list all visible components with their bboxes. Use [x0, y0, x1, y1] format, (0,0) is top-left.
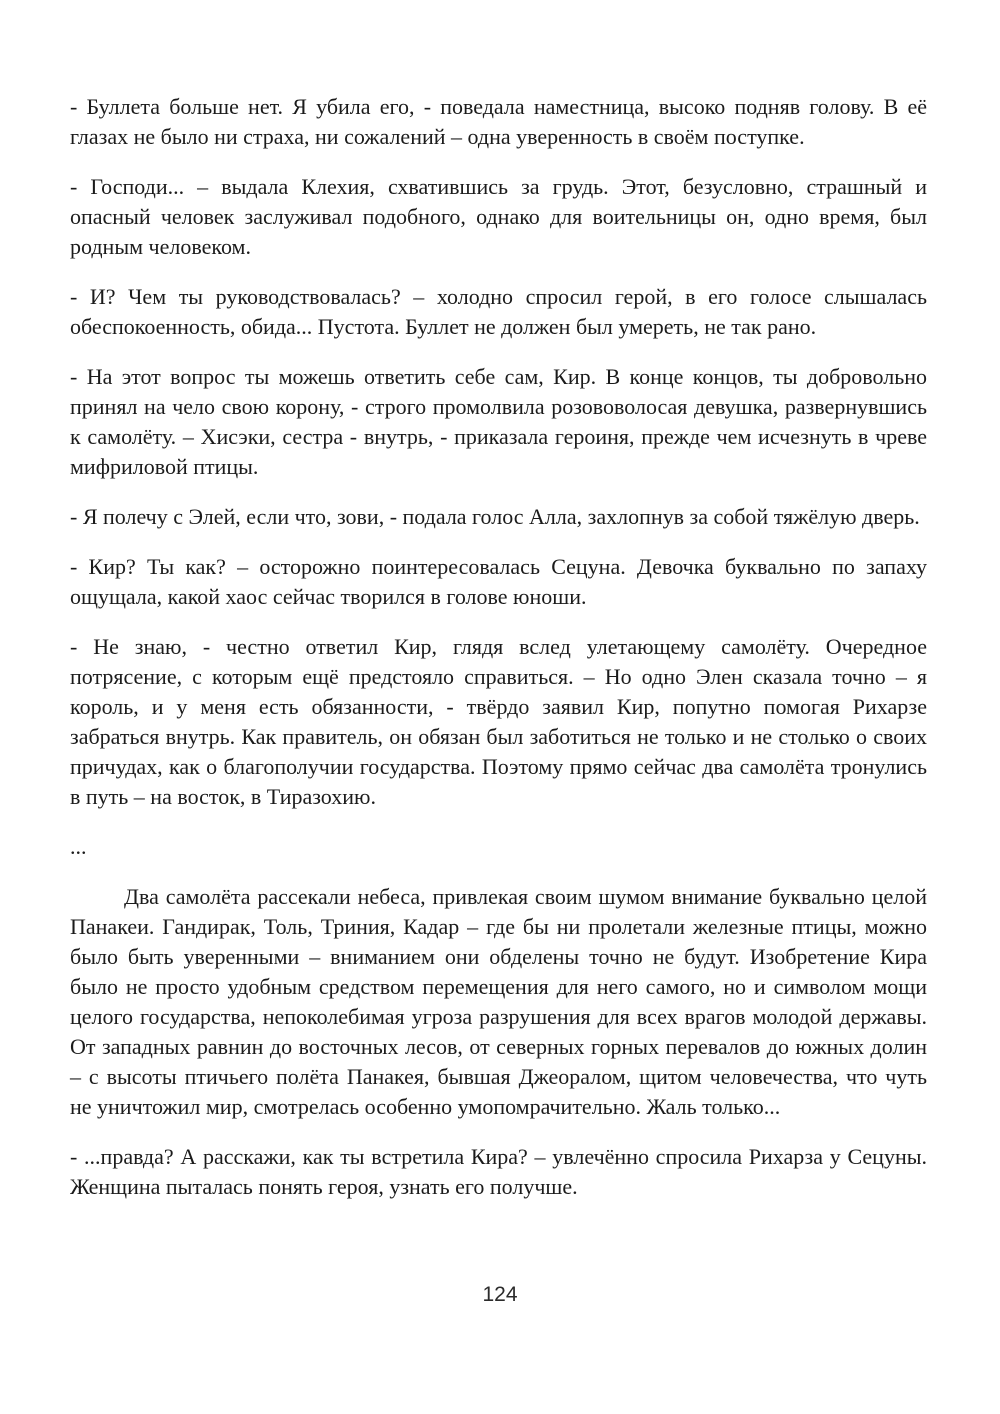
paragraph-narrative: Два самолёта рассекали небеса, привлекая своим шумом внимание буквально целой Панакеи. Гандирак, Толь, Триния, Кадар – где бы ни пролетали железные птицы, можно было быть уверенными – вниманием они обделены точно не будут. Изобретение Кира было не просто удобным средством перемещения для него самого, но и символом мощи целого государства, непоколебимая угроза разрушения для всех врагов молодой державы. От западных равнин до восточных лесов, от северных горных перевалов до южных долин – с высоты птичьего полёта Панакея, бывшая Джеоралом, щитом человечества, что чуть не уничтожил мир, смотрелась особенно умопомрачительно. Жаль только... — [70, 884, 927, 1119]
paragraph-dialogue-1: - Буллета больше нет. Я убила его, - поведала наместница, высоко подняв голову. В её глазах не было ни страха, ни сожалений – одна уверенность в своём поступке. — [70, 94, 927, 149]
paragraph-dialogue-7: - Не знаю, - честно ответил Кир, глядя вслед улетающему самолёту. Очередное потрясение, с которым ещё предстояло справиться. – Но одно Элен сказала точно – я король, и у меня есть обязанности, - твёрдо заявил Кир, попутно помогая Рихарзе забраться внутрь. Как правитель, он обязан был заботиться не только и не столько о своих причудах, как о благополучии государства. Поэтому прямо сейчас два самолёта тронулись в путь – на восток, в Тиразохию. — [70, 634, 927, 809]
text-block — [70, 92, 927, 1202]
paragraph-dialogue-3: - И? Чем ты руководствовалась? – холодно спросил герой, в его голосе слышалась обеспокоенность, обида... Пустота. Буллет не должен был умереть, не так рано. — [70, 284, 927, 339]
paragraph-dialogue-4: - На этот вопрос ты можешь ответить себе сам, Кир. В конце концов, ты добровольно принял на чело свою корону, - строго промолвила розововолосая девушка, развернувшись к самолёту. – Хисэки, сестра - внутрь, - приказала героиня, прежде чем исчезнуть в чреве мифриловой птицы. — [70, 364, 927, 479]
paragraph-dialogue-6: - Кир? Ты как? – осторожно поинтересовалась Сецуна. Девочка буквально по запаху ощущала, какой хаос сейчас творился в голове юноши. — [70, 554, 927, 609]
paragraph-dialogue-2: - Господи... – выдала Клехия, схватившись за грудь. Этот, безусловно, страшный и опасный человек заслуживал подобного, однако для воительницы он, одно время, был родным человеком. — [70, 174, 927, 259]
ellipsis-separator: ... — [70, 834, 87, 859]
page-number: 124 — [482, 1283, 518, 1306]
paragraph-dialogue-8: - ...правда? А расскажи, как ты встретила Кира? – увлечённо спросила Рихарза у Сецуны. Женщина пыталась понять героя, узнать его получше. — [70, 1144, 927, 1199]
paragraph-dialogue-5: - Я полечу с Элей, если что, зови, - подала голос Алла, захлопнув за собой тяжёлую дверь. — [70, 504, 920, 529]
